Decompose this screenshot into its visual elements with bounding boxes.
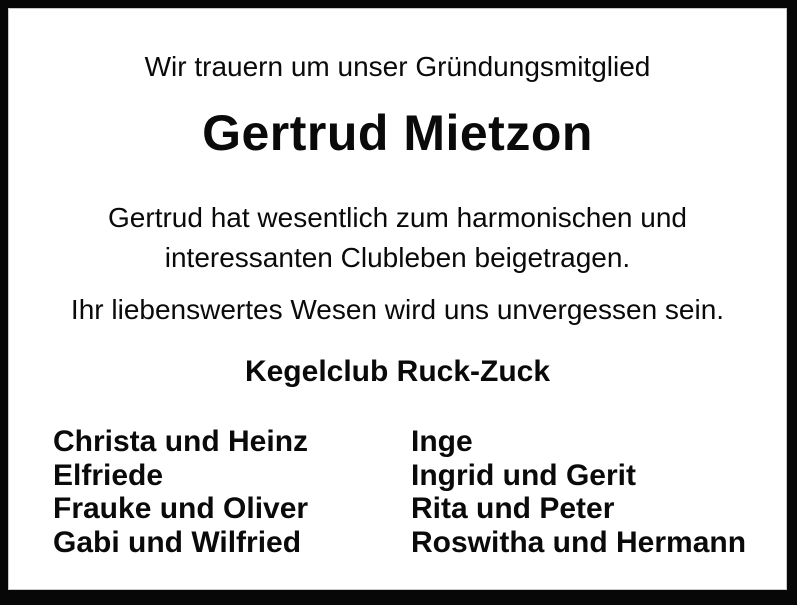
mourner-name: Inge: [411, 425, 473, 458]
mourner-name: Elfriede: [53, 458, 164, 492]
obituary-notice-content: [8, 8, 787, 590]
tribute-line-1: Gertrud hat wesentlich zum harmonischen und: [108, 202, 687, 233]
deceased-name: Gertrud Mietzon: [202, 105, 593, 161]
remembrance-line: Ihr liebenswertes Wesen wird uns unvergessen sein.: [70, 294, 725, 325]
mourner-name: Roswitha und Hermann: [411, 525, 747, 559]
mourners-column-left: [53, 425, 308, 559]
mourner-name: Rita und Peter: [411, 492, 615, 525]
mourner-name: Christa und Heinz: [53, 425, 309, 458]
club-name: Kegelclub Ruck-Zuck: [244, 355, 551, 388]
mourners-column-right: [411, 425, 746, 559]
mourner-name: Gabi und Wilfried: [53, 525, 302, 559]
mourner-name: Frauke und Oliver: [53, 492, 309, 525]
tribute-paragraph: [8, 198, 787, 278]
tribute-line-2: interessanten Clubleben beigetragen.: [164, 242, 631, 273]
intro-line: Wir trauern um unser Gründungsmitglied: [144, 51, 651, 82]
mourner-name: Ingrid und Gerit: [411, 458, 636, 492]
